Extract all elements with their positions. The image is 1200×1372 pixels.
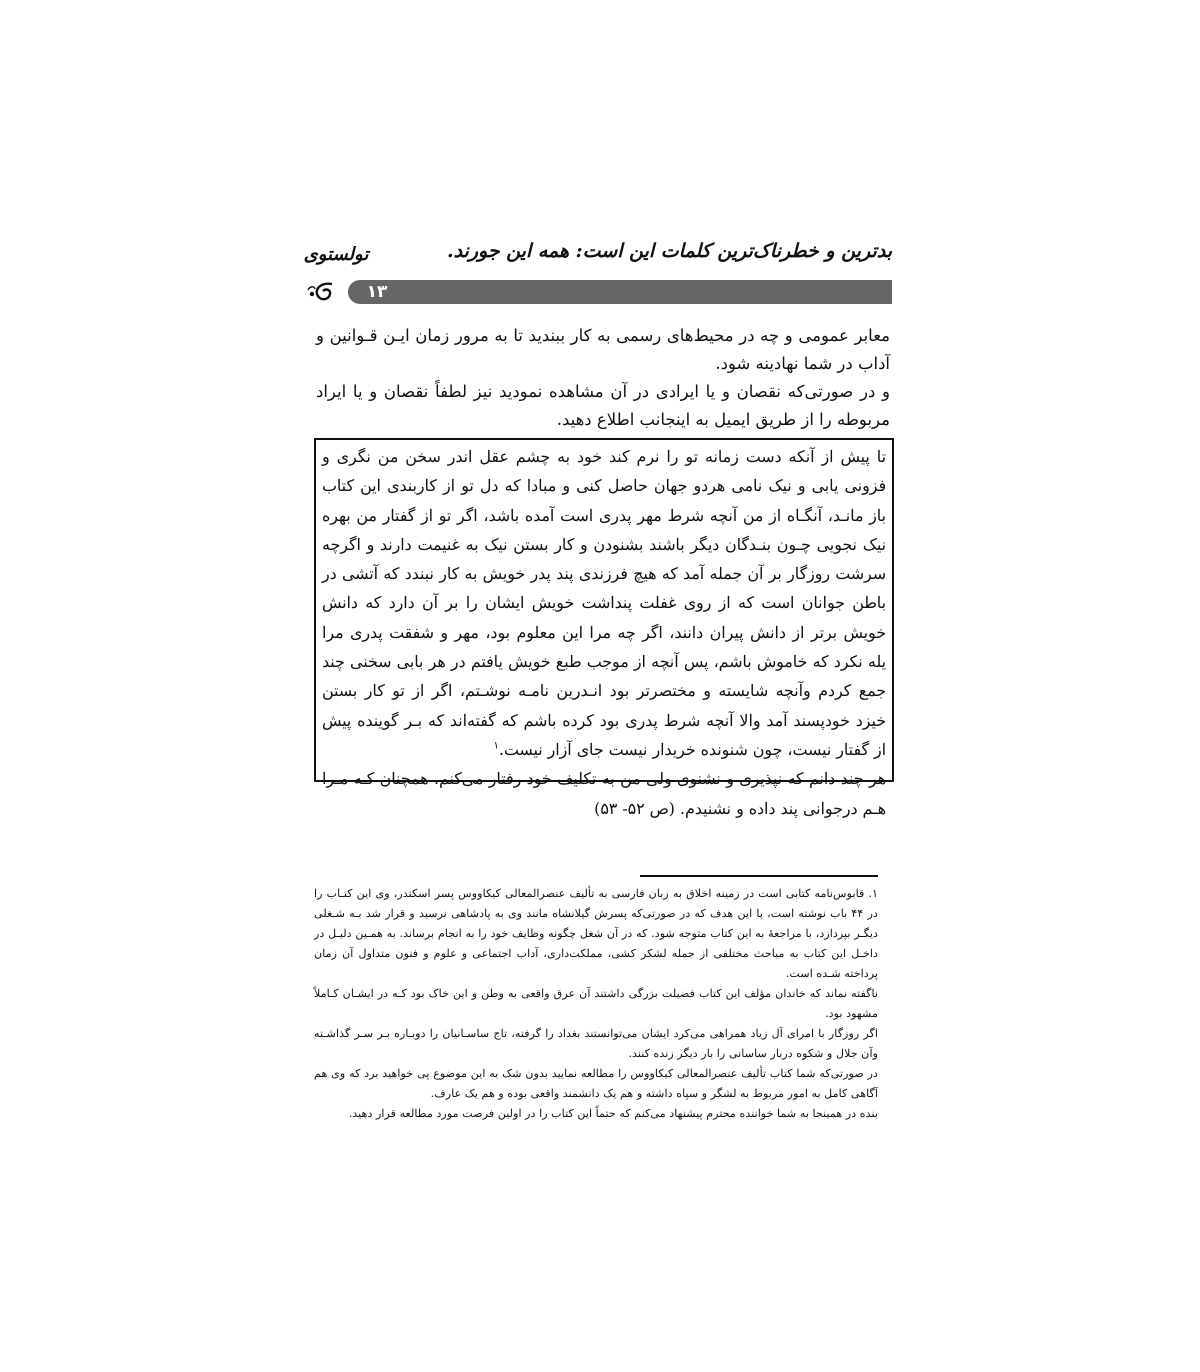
running-head-author: تولستوی <box>303 244 369 265</box>
footnote-separator <box>640 875 878 877</box>
quote-paragraph <box>322 442 886 764</box>
footnote-item: اگر روزگار با امرای آل زیاد همراهی می‌کرد ایشان می‌توانستند بغداد را گرفته، تاج ساسـانیان را دوبـاره بـر سـر گذاشـته وآن جلال و شکوه دربار ساسانی را بار دیگر زنده کنند. <box>314 1027 878 1060</box>
header-bar <box>388 280 892 304</box>
body-text <box>316 322 890 434</box>
body-paragraph: و در صورتی‌که نقصان و یا ایرادی در آن مشاهده نمودید نیز لطفاً نقصان و یا ایراد مربوطه را از طریق ایمیل به اینجانب اطلاع دهید. <box>316 382 890 429</box>
quote-paragraph: هر چند دانم که نپذیری و نشنوی ولی من به تکلیف خود رفتار می‌کنم، همچنان کـه مـرا هـم درجوانی پند داده و نشنیدم. (ص ۵۲- ۵۳) <box>322 769 886 818</box>
page-number: ۱۳ <box>366 282 388 302</box>
running-head-title: بدترین و خطرناک‌ترین کلمات این است: همه این جورند. <box>446 240 892 262</box>
ornament-icon <box>306 280 346 306</box>
footnote-item: بنده در همینجا به شما خواننده محترم پیشنهاد می‌کنم که حتماً این کتاب را در اولین فرصت مورد مطالعه قرار دهید. <box>348 1107 878 1120</box>
quote-text: تا پیش از آنکه دست زمانه تو را نرم کند خود به چشم عقل اندر سخن من نگری و فزونی یابی و نیک نامی هردو جهان حاصل کنی و مبادا که دل تو از کاربندی این کتاب باز مانـد، آنگـاه از من آنچه شرط مهر پدری است آمده باشد، اگر تو از گفتار من بهره نیک نجویی چـون بنـدگان دیگر باشند بشنودن و کار بستن نیک به غنیمت دارند و اگرچه سرشت روزگار بر آن جمله آمد که هیچ فرزندی پند پدر خویش به کار نبندد که آتشی در باطن جوانان است که از روی غفلت پنداشت خویش ایشان را بر آن دارد که دانش خویش برتر از دانش پیران دانند، اگر چه مرا این معلوم بود، مهر و شفقت پدری مرا یله نکرد که خاموش باشم، پس آنچه از موجب طبع خویش یافتم در هر بابی سخنی چند جمع کردم وآنچه شایسته و مختصرتر بود انـدرین نامـه نوشـتم، اگر از تو کار بستن خیزد خودپسند آمد والا آنچه شرط پدری بود کرده باشم که گفته‌اند که بـر گوینده پیش از گفتار نیست، چون شنونده خریدار نیست جای آزار نیست. <box>322 447 886 759</box>
footnote-item: ۱. قابوس‌نامه کتابی است در زمینه اخلاق به زبان فارسی به تألیف عنصرالمعالی کیکاووس پسر اسکندر، وی این کتـاب را در ۴۴ باب نوشته است، با این هدف که در صورتی‌که پسرش گیلانشاه مانند وی به پادشاهی نرسید و قرار شد بـه شـغلی دیگـر بپردازد، با مراجعهٔ به این کتاب متوجه شود. که در آن شغل چگونه وظایف خود را به انجام برساند. به همـین دلیـل در داخـل این کتاب به مباحث مختلفی از جمله لشکر کشی، مملکت‌داری، آداب اجتماعی و علوم و فنون متداول آن زمان پرداخته شـده است. <box>314 887 878 980</box>
body-paragraph: معابر عمومی و چه در محیط‌های رسمی به کار ببندید تا به مرور زمان ایـن قـوانین و آداب در شما نهادینه شود. <box>316 326 890 373</box>
footnotes <box>314 884 878 1124</box>
footnote-reference[interactable]: ۱ <box>493 740 499 752</box>
footnote-item: در صورتی‌که شما کتاب تألیف عنصرالمعالی کیکاووس را مطالعه نمایید بدون شک به این موضوع پی خواهید برد که وی هم آگاهی کامل به امور مربوط به لشگر و سپاه داشته و هم یک دانشمند واقعی بوده و هم یک عارف. <box>314 1067 878 1100</box>
quote-box <box>314 438 894 818</box>
footnote-item: ناگفته نماند که خاندان مؤلف این کتاب فضیلت بزرگی داشتند آن عرق واقعی به وطن و این خاک بود کـه در ایشـان کـاملاً مشهود بود. <box>314 987 878 1020</box>
